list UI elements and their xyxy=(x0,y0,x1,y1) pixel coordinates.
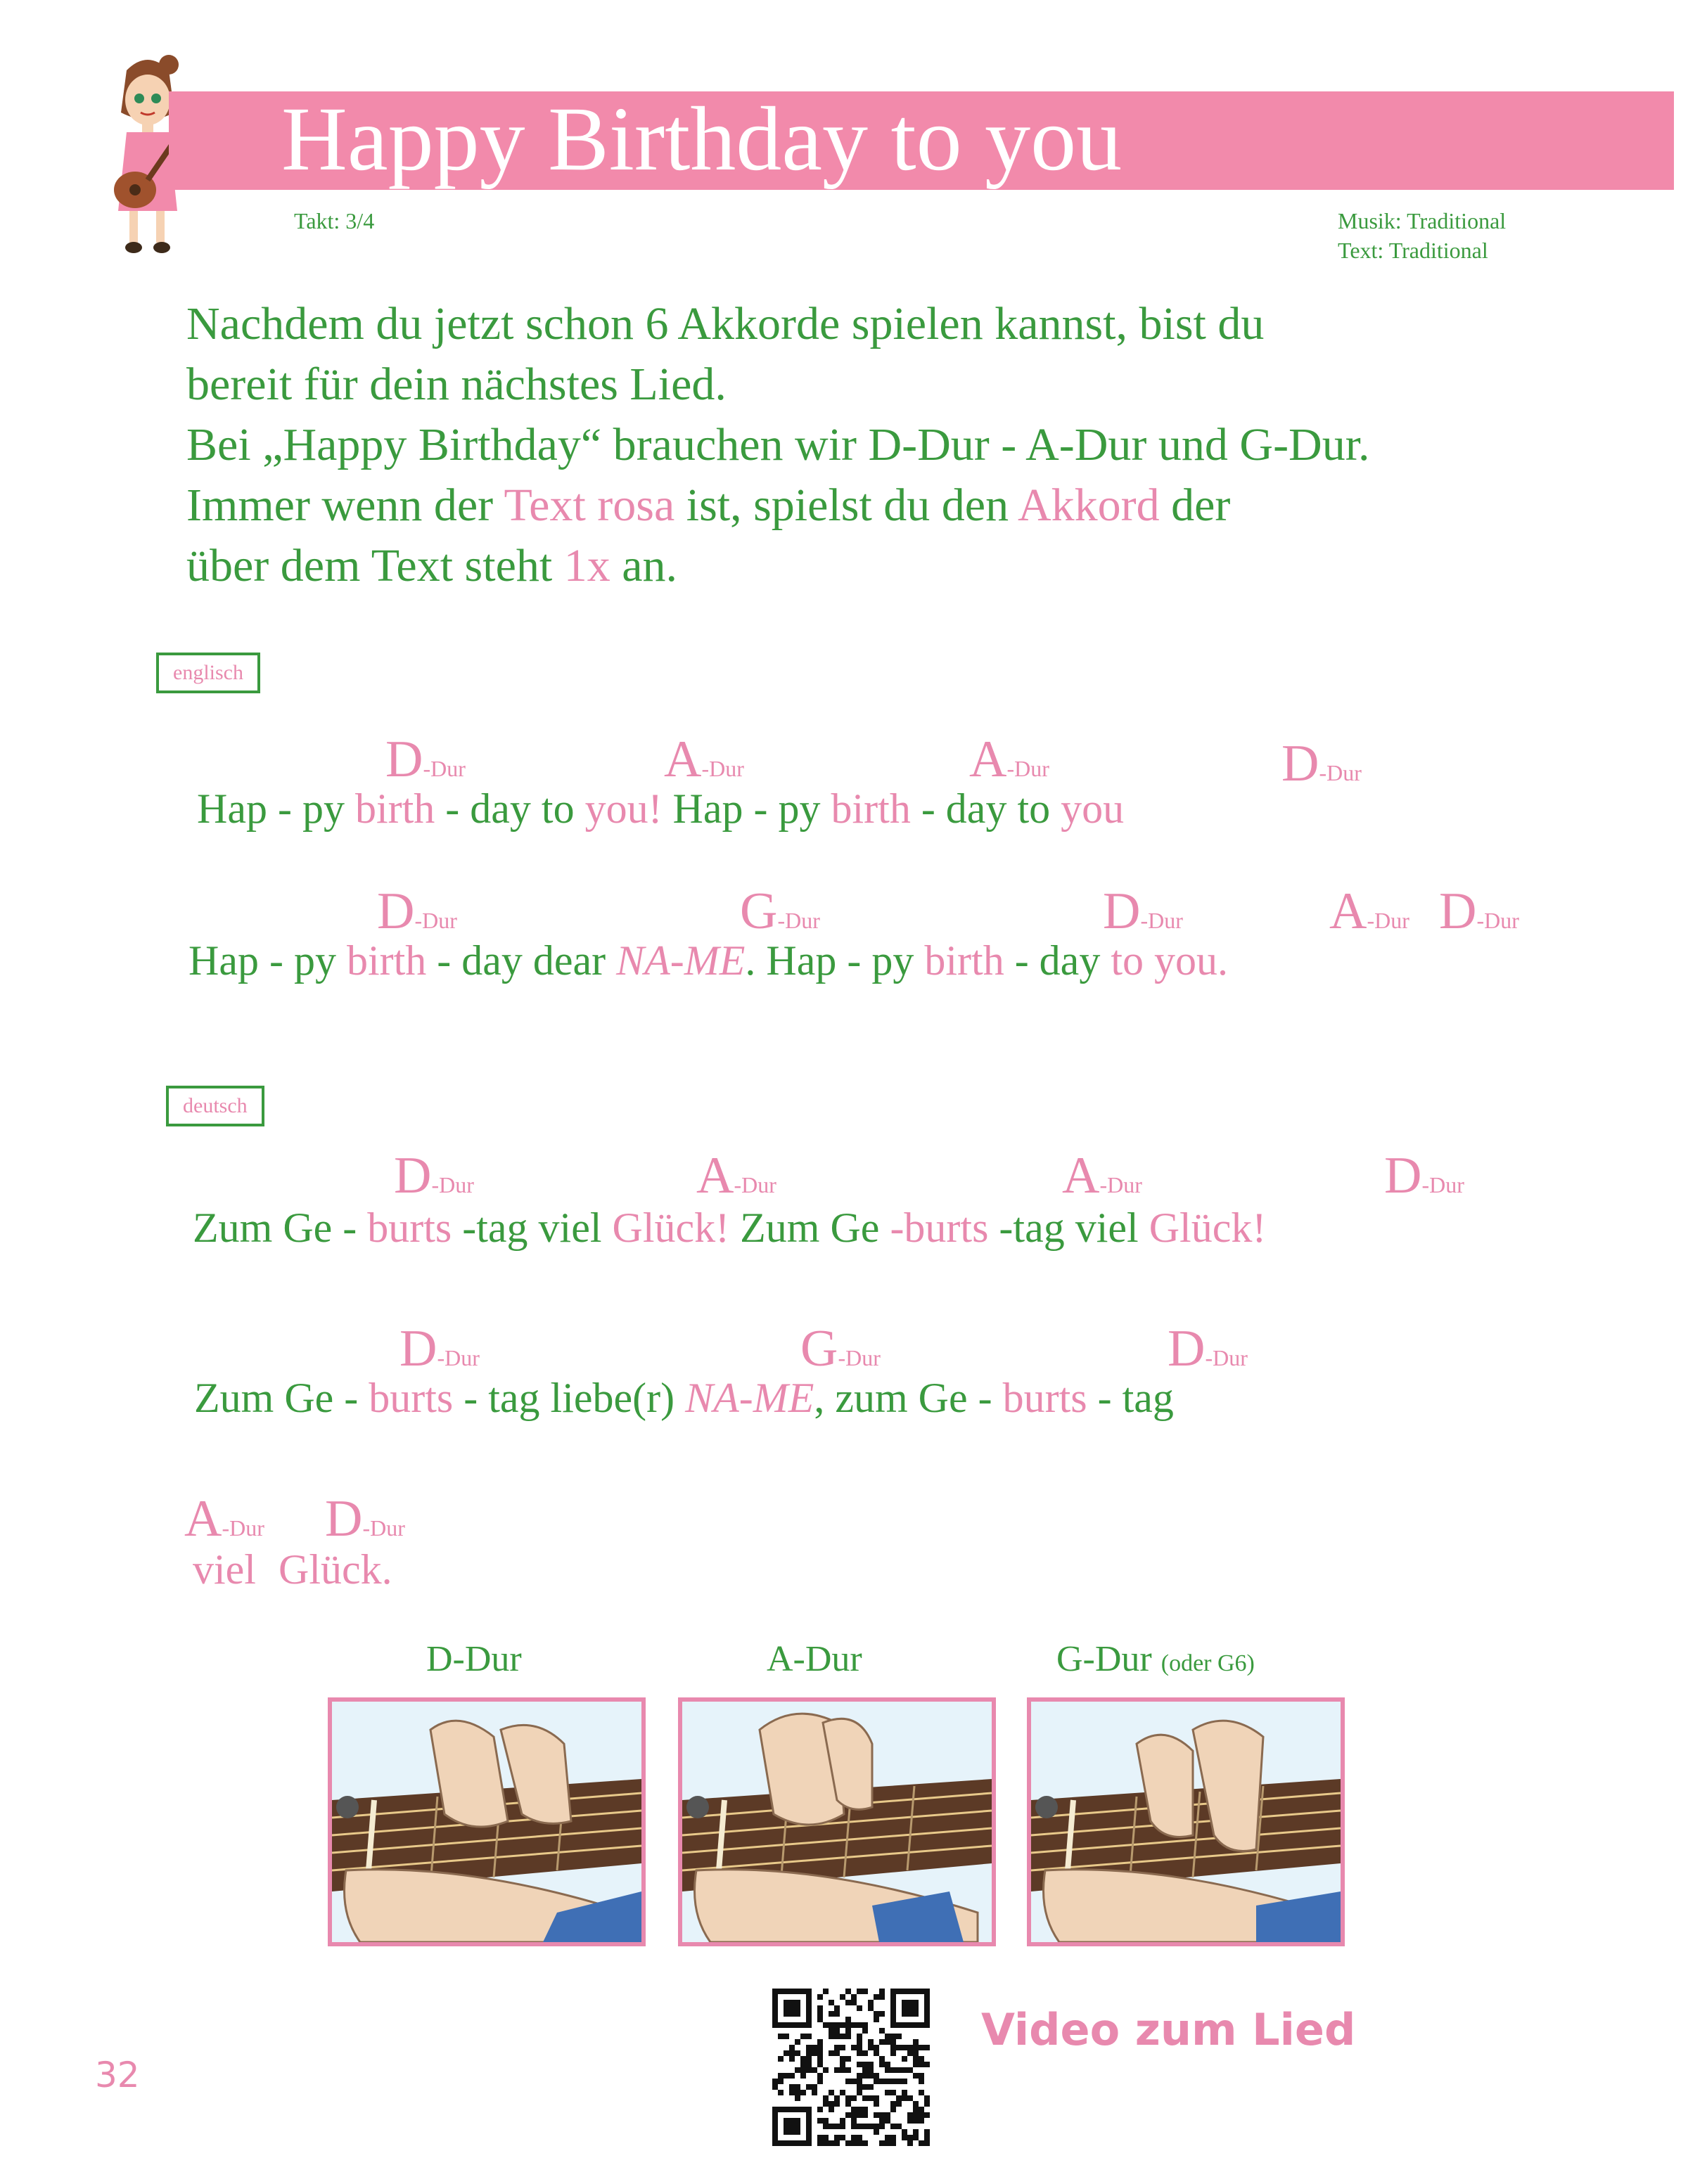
chord-marker: D-Dur xyxy=(1168,1320,1248,1377)
a-major-chord-photo xyxy=(678,1697,996,1946)
chord-marker: D-Dur xyxy=(399,1320,480,1377)
intro-line: Immer wenn der Text rosa ist, spielst du den Akkord der xyxy=(186,480,1231,531)
chord-chart-label-g: G-Dur (oder G6) xyxy=(1056,1639,1255,1679)
song-title: Happy Birthday to you xyxy=(281,89,1123,190)
chord-marker: D-Dur xyxy=(385,731,466,788)
intro-line: über dem Text steht 1x an. xyxy=(186,540,677,591)
chord-marker: D-Dur xyxy=(377,882,457,940)
qr-code[interactable] xyxy=(772,1989,930,2146)
chord-marker: A-Dur xyxy=(1062,1147,1142,1205)
chord-marker: D-Dur xyxy=(1103,882,1183,940)
g-major-chord-photo xyxy=(1027,1697,1345,1946)
lyric-line-german-3: viel Glück. xyxy=(193,1546,392,1593)
german-tag: deutsch xyxy=(166,1086,264,1126)
d-major-chord-photo xyxy=(328,1697,646,1946)
video-link-label[interactable]: Video zum Lied xyxy=(981,2004,1356,2055)
chord-marker: D-Dur xyxy=(1384,1147,1464,1205)
lyric-line-english-2: Hap - py birth - day dear NA-ME. Hap - py birth - day to you. xyxy=(188,937,1228,984)
intro-line: bereit für dein nächstes Lied. xyxy=(186,359,727,410)
chord-chart-label-d: D-Dur xyxy=(426,1639,522,1679)
lyric-line-german-2: Zum Ge - burts - tag liebe(r) NA-ME, zum Ge - burts - tag xyxy=(194,1375,1174,1421)
text-credit: Text: Traditional xyxy=(1338,238,1488,263)
lyric-line-english-1: Hap - py birth - day to you! Hap - py birth - day to you xyxy=(197,785,1125,832)
chord-marker: D-Dur xyxy=(1281,735,1362,792)
chord-marker: D-Dur xyxy=(325,1490,405,1548)
time-signature: Takt: 3/4 xyxy=(294,208,375,233)
lyric-line-german-1: Zum Ge - burts -tag viel Glück! Zum Ge -burts -tag viel Glück! xyxy=(193,1205,1267,1251)
chord-marker: A-Dur xyxy=(969,731,1049,788)
english-tag: englisch xyxy=(156,653,260,693)
chord-marker: D-Dur xyxy=(394,1147,474,1205)
page-number: 32 xyxy=(95,2055,140,2095)
chord-chart-label-a: A-Dur xyxy=(767,1639,862,1679)
intro-paragraph xyxy=(186,294,1370,596)
intro-line: Bei „Happy Birthday“ brauchen wir D-Dur - A-Dur und G-Dur. xyxy=(186,419,1370,470)
chord-marker: G-Dur xyxy=(740,882,820,940)
chord-marker: A-Dur xyxy=(664,731,744,788)
chord-marker: A-Dur xyxy=(1329,882,1409,940)
chord-marker: G-Dur xyxy=(800,1320,881,1377)
chord-marker: A-Dur xyxy=(184,1490,264,1548)
chord-marker: A-Dur xyxy=(696,1147,776,1205)
intro-line: Nachdem du jetzt schon 6 Akkorde spielen kannst, bist du xyxy=(186,298,1265,349)
music-credit: Musik: Traditional xyxy=(1338,208,1507,233)
chord-marker: D-Dur xyxy=(1439,882,1519,940)
